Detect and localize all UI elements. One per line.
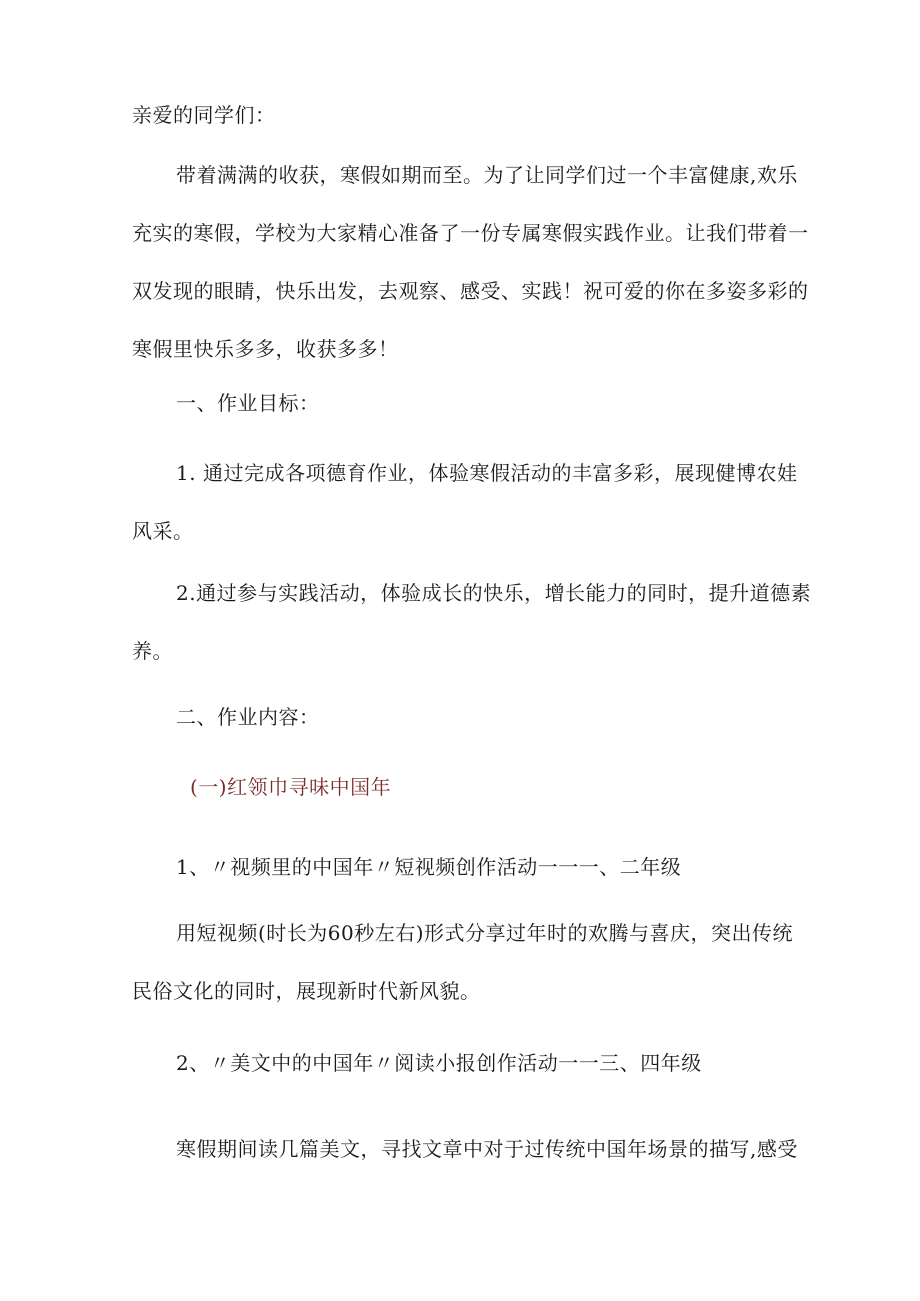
goal-item-2-line: 养。 bbox=[132, 639, 173, 663]
activity2-title: 2、〃美文中的中国年〃阅读小报创作活动一一三、四年级 bbox=[176, 1051, 702, 1075]
intro-paragraph bbox=[132, 146, 809, 378]
activity2-desc-line: 寒假期间读几篇美文，寻找文章中对于过传统中国年场景的描写,感受 bbox=[176, 1137, 798, 1161]
intro-line: 寒假里快乐多多，收获多多！ bbox=[132, 337, 399, 361]
intro-line: 充实的寒假，学校为大家精心准备了一份专属寒假实践作业。让我们带着一 bbox=[132, 221, 809, 245]
activity1-desc-line: 民俗文化的同时，展现新时代新风貌。 bbox=[132, 979, 481, 1003]
goal-item-1-line: 风采。 bbox=[132, 519, 194, 543]
section2-title: 二、作业内容： bbox=[176, 705, 320, 729]
activity2-desc bbox=[132, 1120, 798, 1178]
intro-line: 带着满满的收获，寒假如期而至。为了让同学们过一个丰富健康,欢乐 bbox=[176, 163, 798, 187]
goal-item-2 bbox=[132, 564, 811, 680]
goal-item-2-line: 2.通过参与实践活动，体验成长的快乐，增长能力的同时，提升道德素 bbox=[176, 581, 812, 605]
section1-title: 一、作业目标： bbox=[176, 391, 320, 415]
goal-item-1 bbox=[132, 444, 797, 560]
activity1-title: 1、〃视频里的中国年〃短视频创作活动一一一、二年级 bbox=[176, 855, 682, 879]
activity1-desc bbox=[132, 904, 793, 1020]
activity1-desc-line: 用短视频(时长为60秒左右)形式分享过年时的欢腾与喜庆，突出传统 bbox=[176, 921, 794, 945]
goal-item-1-line: 1. 通过完成各项德育作业，体验寒假活动的丰富多彩，展现健博农娃 bbox=[176, 461, 798, 485]
salutation: 亲爱的同学们： bbox=[132, 103, 276, 127]
intro-line: 双发现的眼睛，快乐出发，去观察、感受、实践！祝可爱的你在多姿多彩的 bbox=[132, 279, 809, 303]
subsection-title: (一)红领巾寻味中国年 bbox=[190, 775, 392, 799]
